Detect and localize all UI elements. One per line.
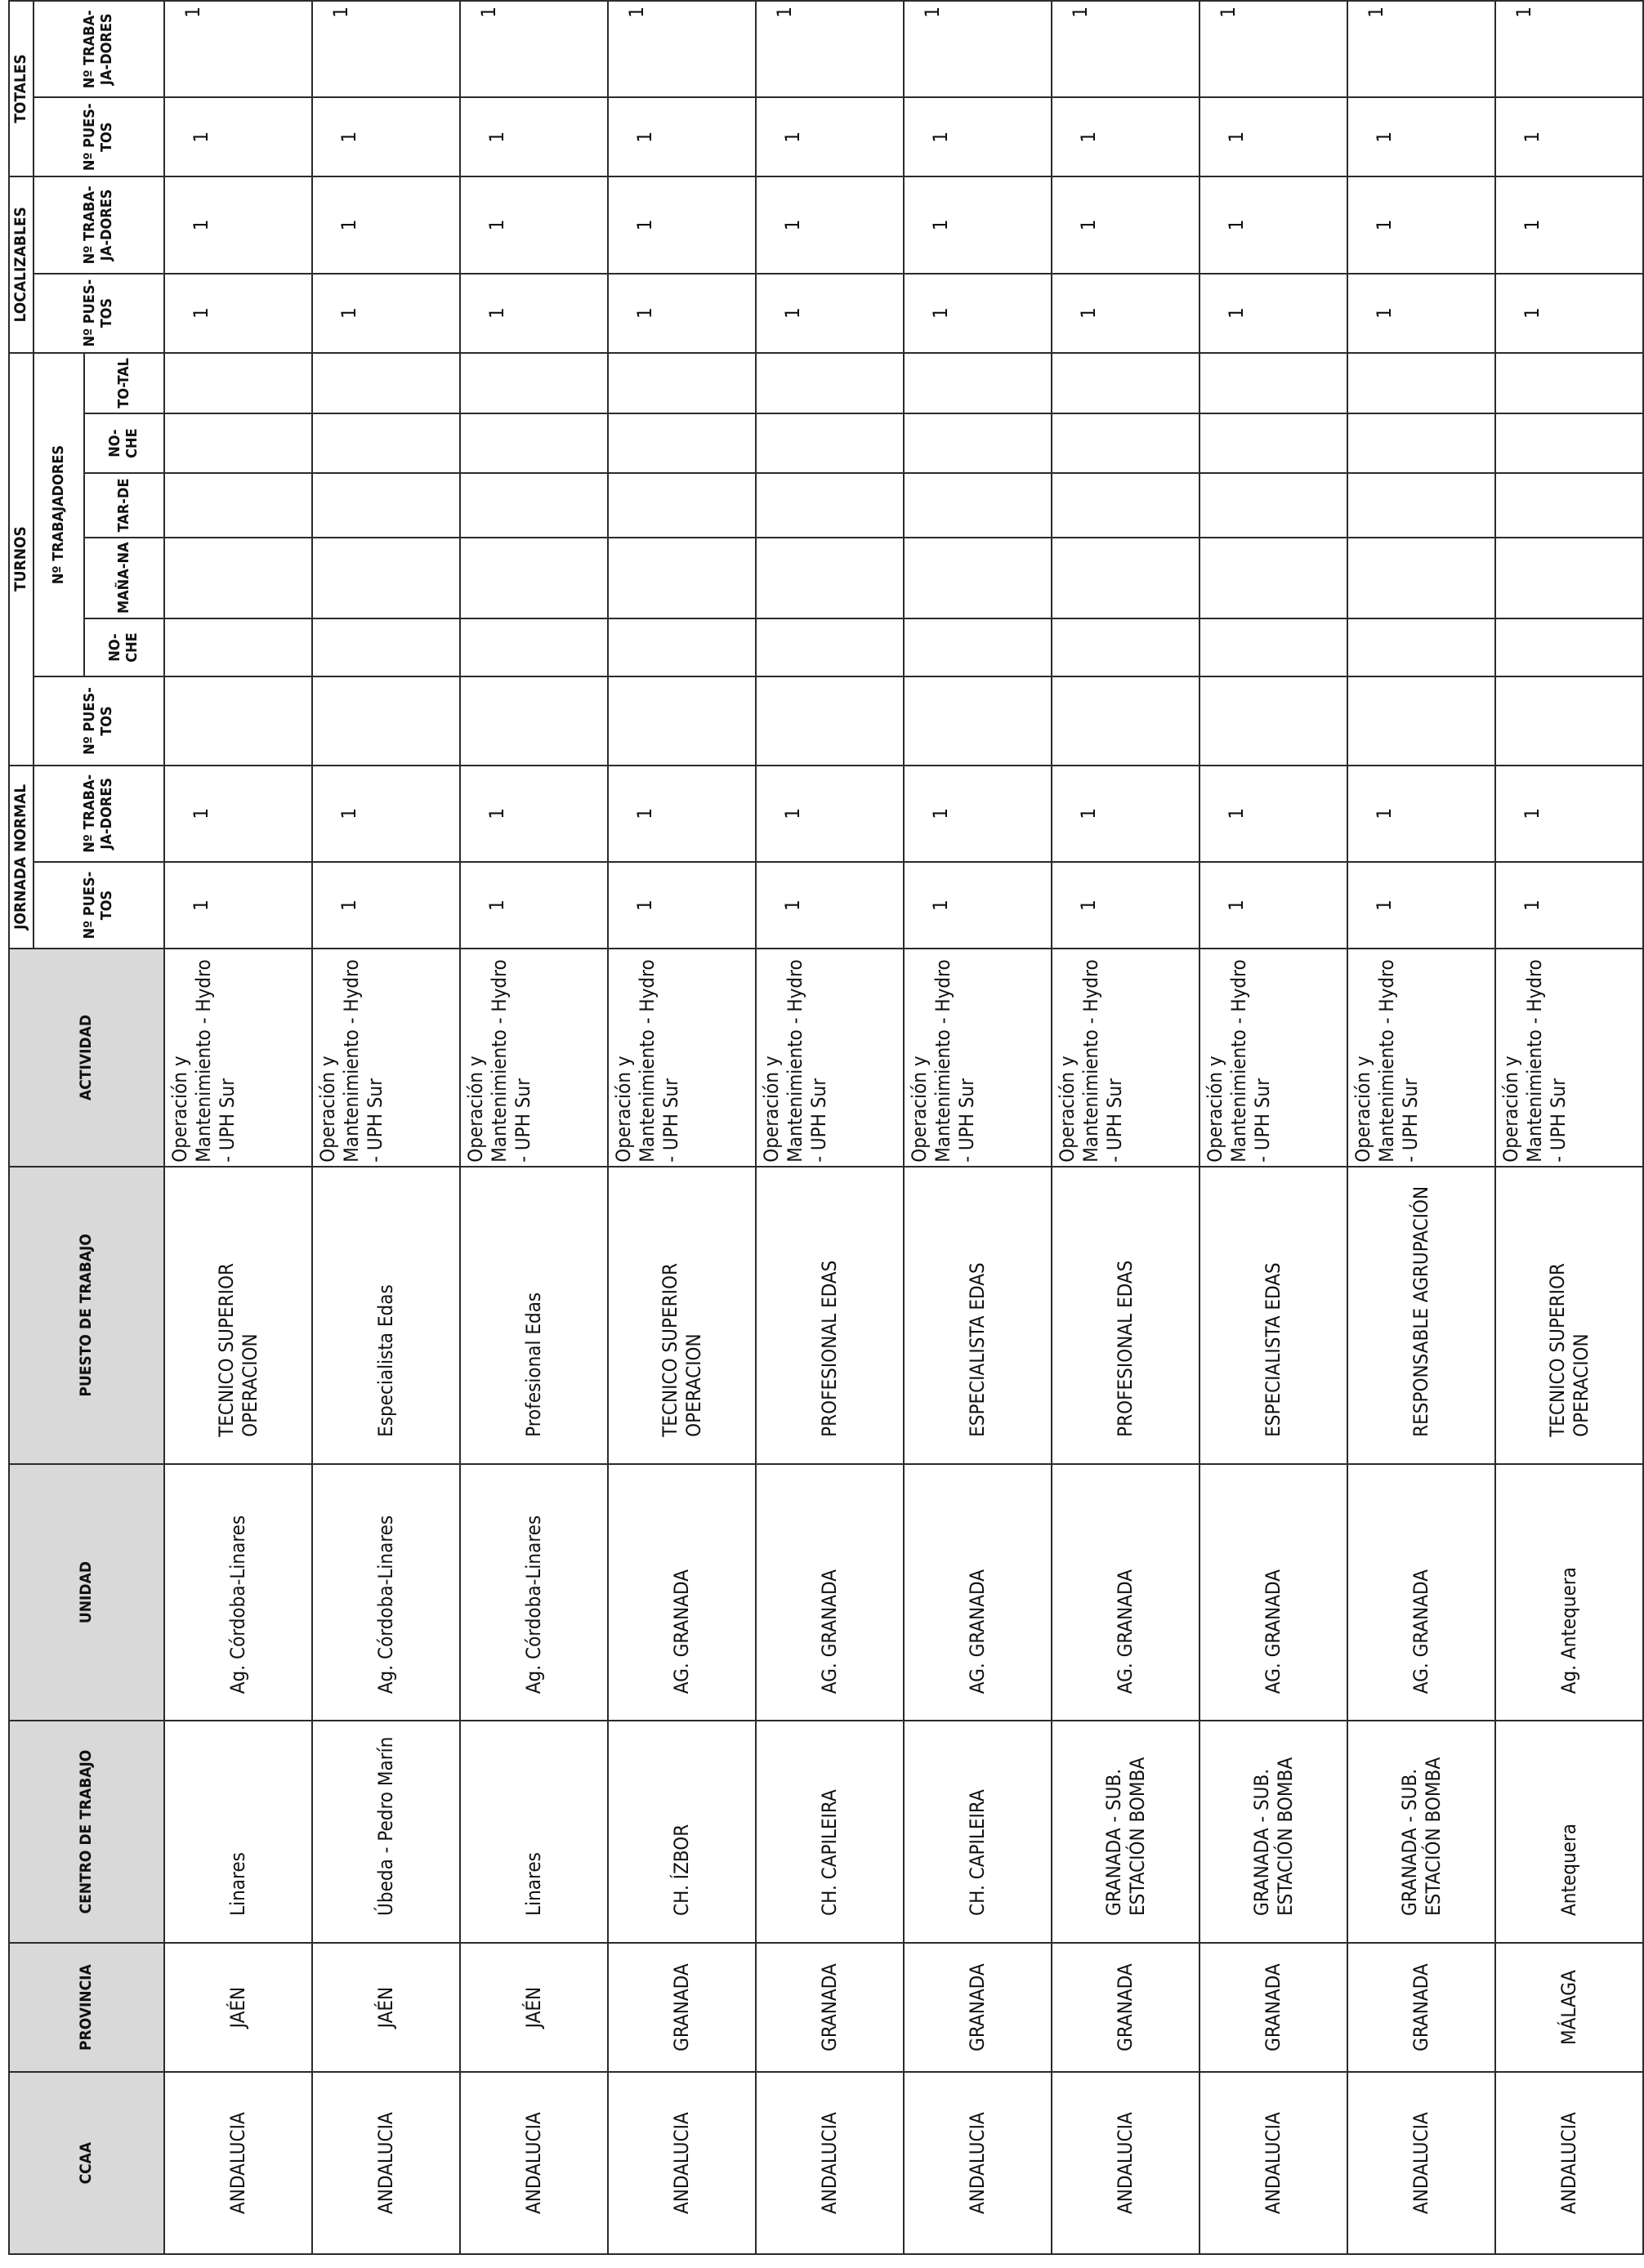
table-row [1495, 1, 1643, 2254]
cell-turnos-total [1052, 353, 1199, 414]
cell-jn-trabajadores: 1 [904, 766, 1052, 862]
cell-centro: GRANADA - SUB. ESTACIÓN BOMBA [1347, 1721, 1495, 1943]
cell-actividad: Operación y Mantenimiento - Hydro - UPH Sur [756, 949, 904, 1167]
cell-turnos-manana [164, 538, 312, 618]
cell-turnos-tarde [756, 473, 904, 538]
workforce-table [8, 0, 1644, 2255]
cell-ccaa: ANDALUCIA [1495, 2072, 1643, 2254]
cell-actividad: Operación y Mantenimiento - Hydro - UPH Sur [608, 949, 756, 1167]
cell-puesto: ESPECIALISTA EDAS [904, 1167, 1052, 1464]
cell-ccaa: ANDALUCIA [1052, 2072, 1199, 2254]
header-total: TO-TAL [84, 353, 164, 414]
cell-tot-trabajadores: 1 [904, 1, 1052, 98]
table-row [756, 1, 904, 2254]
cell-turnos-total [460, 353, 608, 414]
table-row [1199, 1, 1347, 2254]
header-noche-1: NO-CHE [84, 618, 164, 677]
cell-turnos-total [1495, 353, 1643, 414]
cell-turnos-manana [1199, 538, 1347, 618]
table-row [312, 1, 460, 2254]
cell-loc-trabajadores: 1 [1052, 176, 1199, 274]
cell-ccaa: ANDALUCIA [460, 2072, 608, 2254]
cell-turnos-tarde [1347, 473, 1495, 538]
header-turnos-trabajadores: Nº TRABAJADORES [34, 353, 84, 677]
cell-turnos-noche-1 [1052, 618, 1199, 677]
cell-provincia: GRANADA [756, 1943, 904, 2072]
cell-jn-trabajadores: 1 [460, 766, 608, 862]
cell-loc-puestos: 1 [1495, 274, 1643, 353]
cell-loc-trabajadores: 1 [756, 176, 904, 274]
cell-turnos-tarde [1199, 473, 1347, 538]
cell-turnos-tarde [608, 473, 756, 538]
header-puesto: PUESTO DE TRABAJO [9, 1167, 164, 1464]
cell-loc-trabajadores: 1 [1199, 176, 1347, 274]
cell-turnos-noche-1 [1495, 618, 1643, 677]
cell-unidad: AG. GRANADA [1052, 1464, 1199, 1721]
cell-loc-trabajadores: 1 [1347, 176, 1495, 274]
cell-turnos-puestos [904, 676, 1052, 765]
table-row [460, 1, 608, 2254]
cell-turnos-tarde [164, 473, 312, 538]
cell-loc-puestos: 1 [756, 274, 904, 353]
cell-jn-puestos: 1 [904, 862, 1052, 949]
cell-jn-puestos: 1 [1199, 862, 1347, 949]
cell-turnos-tarde [904, 473, 1052, 538]
cell-provincia: GRANADA [1199, 1943, 1347, 2072]
header-tarde: TAR-DE [84, 473, 164, 538]
cell-loc-trabajadores: 1 [904, 176, 1052, 274]
cell-jn-puestos: 1 [756, 862, 904, 949]
header-manana: MAÑA-NA [84, 538, 164, 618]
cell-loc-puestos: 1 [164, 274, 312, 353]
cell-actividad: Operación y Mantenimiento - Hydro - UPH Sur [904, 949, 1052, 1167]
cell-unidad: Ag. Córdoba-Linares [460, 1464, 608, 1721]
cell-turnos-total [164, 353, 312, 414]
cell-turnos-puestos [608, 676, 756, 765]
cell-unidad: Ag. Córdoba-Linares [312, 1464, 460, 1721]
cell-turnos-total [904, 353, 1052, 414]
cell-jn-puestos: 1 [460, 862, 608, 949]
header-unidad: UNIDAD [9, 1464, 164, 1721]
cell-tot-puestos: 1 [164, 98, 312, 177]
table-row [1052, 1, 1199, 2254]
cell-turnos-manana [608, 538, 756, 618]
cell-provincia: GRANADA [1347, 1943, 1495, 2072]
cell-provincia: JAÉN [460, 1943, 608, 2072]
cell-actividad: Operación y Mantenimiento - Hydro - UPH Sur [1199, 949, 1347, 1167]
cell-jn-puestos: 1 [164, 862, 312, 949]
cell-turnos-noche-1 [1199, 618, 1347, 677]
cell-unidad: Ag. Córdoba-Linares [164, 1464, 312, 1721]
cell-turnos-noche-1 [1347, 618, 1495, 677]
cell-turnos-noche-1 [608, 618, 756, 677]
header-turnos-puestos: Nº PUES-TOS [34, 676, 164, 765]
cell-centro: Antequera [1495, 1721, 1643, 1943]
cell-turnos-manana [904, 538, 1052, 618]
cell-tot-puestos: 1 [1199, 98, 1347, 177]
cell-provincia: GRANADA [1052, 1943, 1199, 2072]
cell-turnos-tarde [460, 473, 608, 538]
cell-actividad: Operación y Mantenimiento - Hydro - UPH Sur [1495, 949, 1643, 1167]
cell-centro: Linares [460, 1721, 608, 1943]
cell-turnos-total [312, 353, 460, 414]
header-provincia: PROVINCIA [9, 1943, 164, 2072]
cell-jn-trabajadores: 1 [608, 766, 756, 862]
cell-tot-trabajadores: 1 [1199, 1, 1347, 98]
cell-actividad: Operación y Mantenimiento - Hydro - UPH Sur [312, 949, 460, 1167]
cell-jn-trabajadores: 1 [1347, 766, 1495, 862]
cell-provincia: JAÉN [312, 1943, 460, 2072]
cell-puesto: Especialista Edas [312, 1167, 460, 1464]
cell-unidad: AG. GRANADA [1199, 1464, 1347, 1721]
cell-tot-trabajadores: 1 [1052, 1, 1199, 98]
cell-turnos-puestos [164, 676, 312, 765]
cell-tot-puestos: 1 [904, 98, 1052, 177]
cell-turnos-noche-2 [608, 413, 756, 473]
cell-tot-puestos: 1 [1347, 98, 1495, 177]
cell-turnos-noche-2 [164, 413, 312, 473]
cell-turnos-noche-2 [1347, 413, 1495, 473]
table-row [1347, 1, 1495, 2254]
cell-centro: CH. CAPILEIRA [904, 1721, 1052, 1943]
header-jn-trabajadores: Nº TRABA-JA-DORES [34, 766, 164, 862]
cell-jn-trabajadores: 1 [756, 766, 904, 862]
cell-turnos-manana [1052, 538, 1199, 618]
table-row [608, 1, 756, 2254]
cell-turnos-noche-1 [312, 618, 460, 677]
cell-loc-trabajadores: 1 [1495, 176, 1643, 274]
cell-loc-trabajadores: 1 [164, 176, 312, 274]
header-ccaa: CCAA [9, 2072, 164, 2254]
cell-turnos-manana [756, 538, 904, 618]
cell-puesto: Profesional Edas [460, 1167, 608, 1464]
cell-tot-puestos: 1 [756, 98, 904, 177]
cell-turnos-noche-2 [756, 413, 904, 473]
cell-jn-puestos: 1 [1495, 862, 1643, 949]
cell-turnos-noche-1 [904, 618, 1052, 677]
cell-centro: CH. CAPILEIRA [756, 1721, 904, 1943]
cell-unidad: AG. GRANADA [756, 1464, 904, 1721]
cell-turnos-puestos [460, 676, 608, 765]
header-loc-puestos: Nº PUES-TOS [34, 274, 164, 353]
cell-provincia: MÁLAGA [1495, 1943, 1643, 2072]
cell-tot-trabajadores: 1 [164, 1, 312, 98]
cell-puesto: PROFESIONAL EDAS [1052, 1167, 1199, 1464]
cell-ccaa: ANDALUCIA [756, 2072, 904, 2254]
cell-centro: Linares [164, 1721, 312, 1943]
table-header [9, 1, 164, 2254]
cell-jn-trabajadores: 1 [1199, 766, 1347, 862]
cell-puesto: TECNICO SUPERIOR OPERACION [1495, 1167, 1643, 1464]
cell-turnos-puestos [756, 676, 904, 765]
cell-tot-trabajadores: 1 [1495, 1, 1643, 98]
cell-tot-puestos: 1 [460, 98, 608, 177]
cell-loc-trabajadores: 1 [460, 176, 608, 274]
cell-loc-puestos: 1 [460, 274, 608, 353]
cell-provincia: JAÉN [164, 1943, 312, 2072]
cell-ccaa: ANDALUCIA [1347, 2072, 1495, 2254]
cell-provincia: GRANADA [608, 1943, 756, 2072]
cell-unidad: AG. GRANADA [904, 1464, 1052, 1721]
cell-turnos-manana [1495, 538, 1643, 618]
cell-tot-trabajadores: 1 [608, 1, 756, 98]
header-turnos: TURNOS [9, 353, 34, 766]
cell-ccaa: ANDALUCIA [904, 2072, 1052, 2254]
cell-jn-trabajadores: 1 [164, 766, 312, 862]
cell-centro: Úbeda - Pedro Marín [312, 1721, 460, 1943]
cell-loc-puestos: 1 [1052, 274, 1199, 353]
cell-provincia: GRANADA [904, 1943, 1052, 2072]
header-noche-2: NO-CHE [84, 413, 164, 473]
cell-puesto: RESPONSABLE AGRUPACIÓN [1347, 1167, 1495, 1464]
cell-turnos-noche-1 [460, 618, 608, 677]
cell-turnos-puestos [1347, 676, 1495, 765]
cell-tot-trabajadores: 1 [756, 1, 904, 98]
cell-ccaa: ANDALUCIA [164, 2072, 312, 2254]
cell-puesto: ESPECIALISTA EDAS [1199, 1167, 1347, 1464]
cell-turnos-manana [312, 538, 460, 618]
header-tot-trabajadores: Nº TRABA-JA-DORES [34, 1, 164, 98]
cell-centro: GRANADA - SUB. ESTACIÓN BOMBA [1199, 1721, 1347, 1943]
cell-turnos-total [756, 353, 904, 414]
cell-turnos-total [1347, 353, 1495, 414]
cell-unidad: AG. GRANADA [1347, 1464, 1495, 1721]
cell-actividad: Operación y Mantenimiento - Hydro - UPH Sur [460, 949, 608, 1167]
cell-jn-trabajadores: 1 [312, 766, 460, 862]
cell-puesto: PROFESIONAL EDAS [756, 1167, 904, 1464]
cell-turnos-noche-1 [756, 618, 904, 677]
cell-turnos-tarde [1495, 473, 1643, 538]
header-tot-puestos: Nº PUES-TOS [34, 98, 164, 177]
cell-loc-puestos: 1 [312, 274, 460, 353]
cell-turnos-noche-2 [312, 413, 460, 473]
header-jn-puestos: Nº PUES-TOS [34, 862, 164, 949]
cell-tot-trabajadores: 1 [312, 1, 460, 98]
header-actividad: ACTIVIDAD [9, 949, 164, 1167]
cell-turnos-noche-2 [460, 413, 608, 473]
cell-tot-puestos: 1 [608, 98, 756, 177]
cell-centro: CH. ÍZBOR [608, 1721, 756, 1943]
cell-turnos-puestos [1199, 676, 1347, 765]
cell-turnos-total [608, 353, 756, 414]
cell-jn-trabajadores: 1 [1495, 766, 1643, 862]
cell-unidad: Ag. Antequera [1495, 1464, 1643, 1721]
cell-turnos-noche-1 [164, 618, 312, 677]
cell-actividad: Operación y Mantenimiento - Hydro - UPH Sur [164, 949, 312, 1167]
cell-actividad: Operación y Mantenimiento - Hydro - UPH Sur [1052, 949, 1199, 1167]
cell-puesto: TECNICO SUPERIOR OPERACION [608, 1167, 756, 1464]
cell-turnos-tarde [1052, 473, 1199, 538]
cell-turnos-puestos [1052, 676, 1199, 765]
cell-loc-trabajadores: 1 [312, 176, 460, 274]
cell-jn-puestos: 1 [1052, 862, 1199, 949]
header-jornada-normal: JORNADA NORMAL [9, 766, 34, 949]
header-centro: CENTRO DE TRABAJO [9, 1721, 164, 1943]
cell-turnos-noche-2 [1495, 413, 1643, 473]
header-totales: TOTALES [9, 1, 34, 176]
cell-loc-puestos: 1 [1347, 274, 1495, 353]
cell-turnos-noche-2 [1052, 413, 1199, 473]
cell-loc-trabajadores: 1 [608, 176, 756, 274]
cell-turnos-puestos [312, 676, 460, 765]
cell-turnos-puestos [1495, 676, 1643, 765]
cell-puesto: TECNICO SUPERIOR OPERACION [164, 1167, 312, 1464]
cell-turnos-total [1199, 353, 1347, 414]
cell-jn-trabajadores: 1 [1052, 766, 1199, 862]
cell-loc-puestos: 1 [904, 274, 1052, 353]
cell-loc-puestos: 1 [1199, 274, 1347, 353]
cell-turnos-tarde [312, 473, 460, 538]
table-body [164, 1, 1643, 2254]
cell-turnos-manana [1347, 538, 1495, 618]
cell-turnos-noche-2 [904, 413, 1052, 473]
cell-tot-trabajadores: 1 [1347, 1, 1495, 98]
cell-centro: GRANADA - SUB. ESTACIÓN BOMBA [1052, 1721, 1199, 1943]
cell-tot-puestos: 1 [1495, 98, 1643, 177]
cell-unidad: AG. GRANADA [608, 1464, 756, 1721]
table-row [904, 1, 1052, 2254]
cell-turnos-manana [460, 538, 608, 618]
cell-tot-puestos: 1 [312, 98, 460, 177]
header-localizables: LOCALIZABLES [9, 176, 34, 353]
cell-jn-puestos: 1 [1347, 862, 1495, 949]
cell-jn-puestos: 1 [312, 862, 460, 949]
cell-ccaa: ANDALUCIA [608, 2072, 756, 2254]
cell-loc-puestos: 1 [608, 274, 756, 353]
cell-tot-puestos: 1 [1052, 98, 1199, 177]
table-row [164, 1, 312, 2254]
cell-actividad: Operación y Mantenimiento - Hydro - UPH Sur [1347, 949, 1495, 1167]
cell-ccaa: ANDALUCIA [1199, 2072, 1347, 2254]
header-loc-trabajadores: Nº TRABA-JA-DORES [34, 176, 164, 274]
cell-tot-trabajadores: 1 [460, 1, 608, 98]
cell-ccaa: ANDALUCIA [312, 2072, 460, 2254]
cell-jn-puestos: 1 [608, 862, 756, 949]
cell-turnos-noche-2 [1199, 413, 1347, 473]
